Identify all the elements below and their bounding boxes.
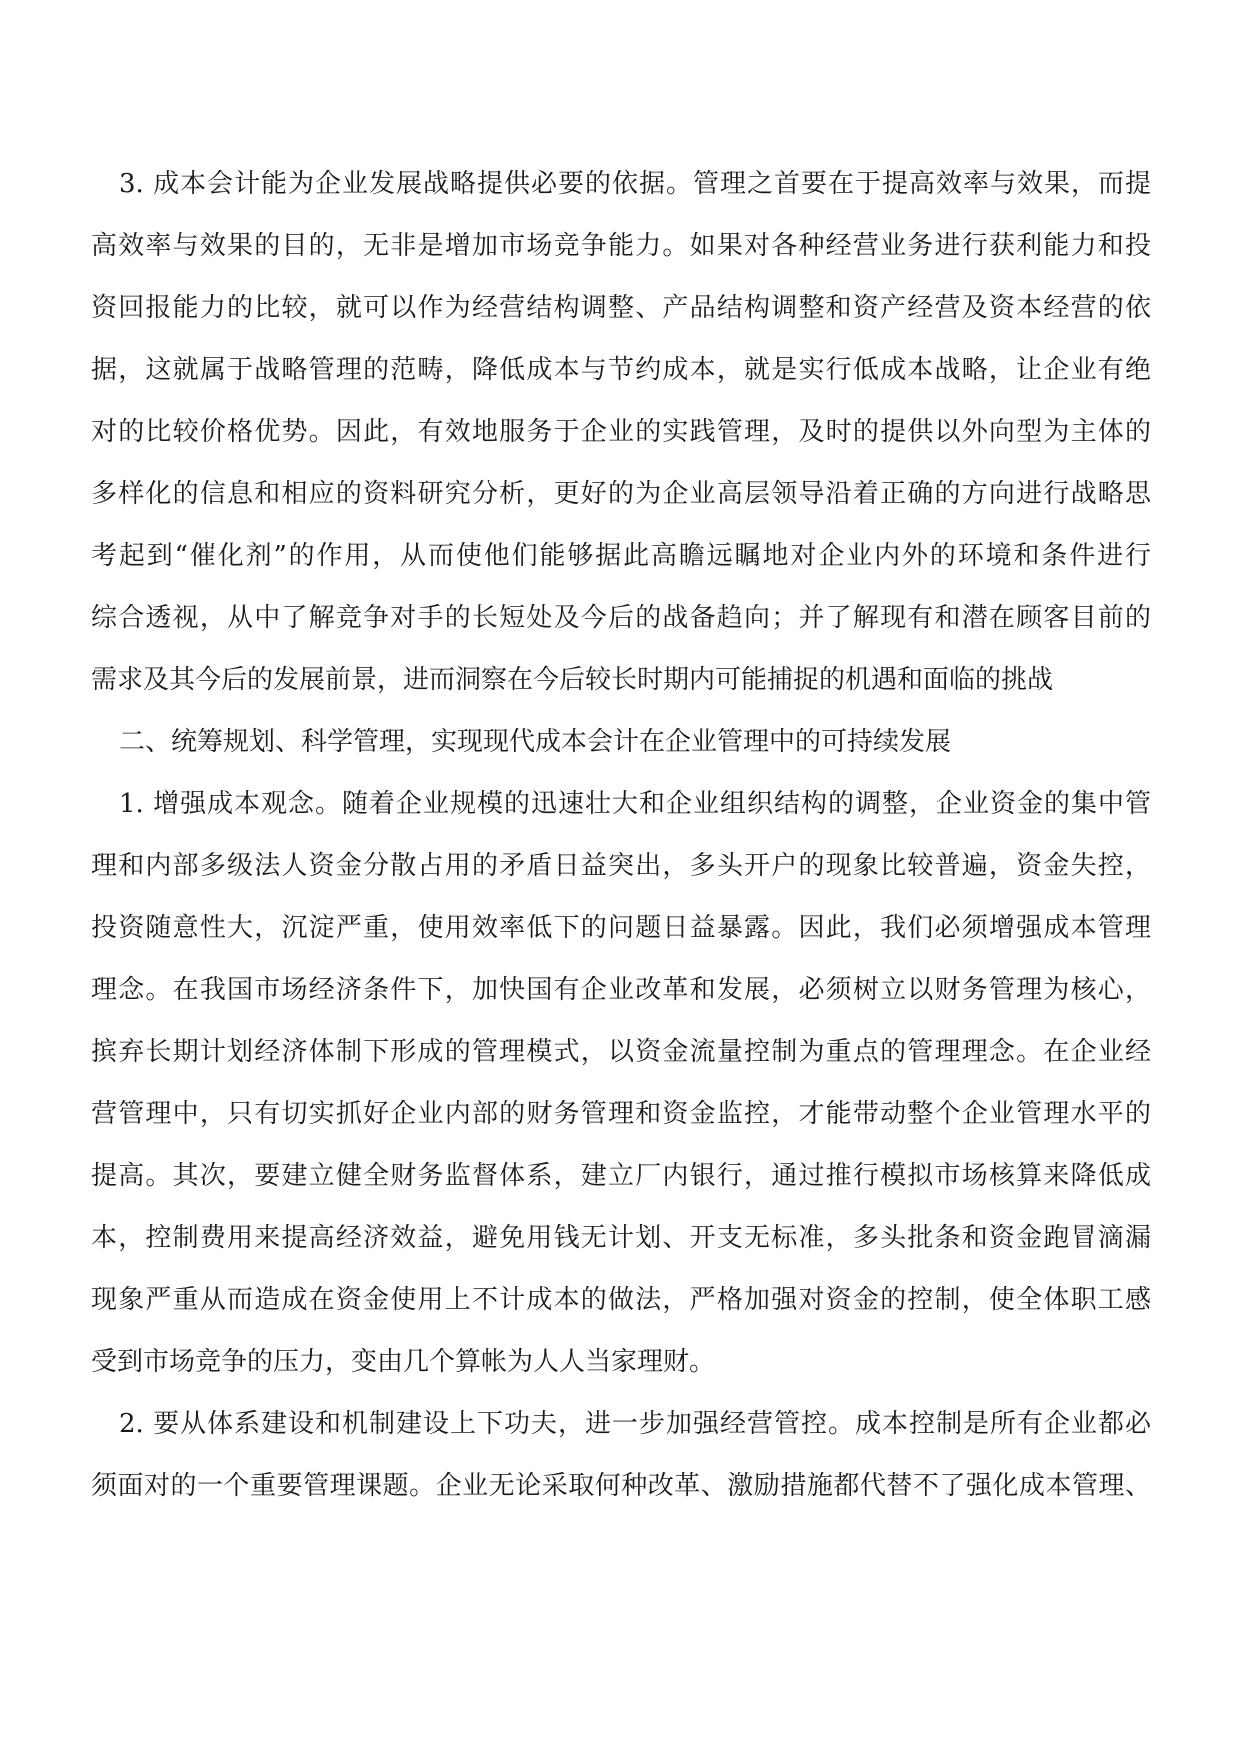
text-line: 需求及其今后的发展前景，进而洞察在今后较长时期内可能捕捉的机遇和面临的挑战 bbox=[91, 665, 1054, 695]
text-line: 投资随意性大，沉淀严重，使用效率低下的问题日益暴露。因此，我们必须增强成本管理 bbox=[91, 913, 1151, 943]
text-line: 受到市场竞争的压力，变由几个算帐为人人当家理财。 bbox=[91, 1347, 716, 1377]
text-line: 二、统筹规划、科学管理，实现现代成本会计在企业管理中的可持续发展 bbox=[119, 727, 952, 757]
text-line: 本，控制费用来提高经济效益，避免用钱无计划、开支无标准，多头批条和资金跑冒滴漏 bbox=[91, 1223, 1151, 1253]
text-line: 多样化的信息和相应的资料研究分析，更好的为企业高层领导沿着正确的方向进行战略思 bbox=[91, 479, 1151, 509]
text-line: 理和内部多级法人资金分散占用的矛盾日益突出，多头开户的现象比较普遍，资金失控， bbox=[91, 851, 1151, 881]
text-line: 考起到“催化剂”的作用，从而使他们能够据此高瞻远瞩地对企业内外的环境和条件进行 bbox=[91, 541, 1151, 571]
text-line: 2. 要从体系建设和机制建设上下功夫，进一步加强经营管控。成本控制是所有企业都必 bbox=[119, 1409, 1151, 1439]
paragraph bbox=[91, 153, 1151, 711]
text-line: 摈弃长期计划经济体制下形成的管理模式，以资金流量控制为重点的管理理念。在企业经 bbox=[91, 1037, 1151, 1067]
text-line: 营管理中，只有切实抓好企业内部的财务管理和资金监控，才能带动整个企业管理水平的 bbox=[91, 1099, 1151, 1129]
paragraph bbox=[91, 1393, 1151, 1517]
document-page bbox=[91, 153, 1151, 1517]
text-line: 对的比较价格优势。因此，有效地服务于企业的实践管理，及时的提供以外向型为主体的 bbox=[91, 417, 1151, 447]
text-line: 据，这就属于战略管理的范畴，降低成本与节约成本，就是实行低成本战略，让企业有绝 bbox=[91, 355, 1151, 385]
text-line: 理念。在我国市场经济条件下，加快国有企业改革和发展，必须树立以财务管理为核心， bbox=[91, 975, 1151, 1005]
text-line: 高效率与效果的目的，无非是增加市场竞争能力。如果对各种经营业务进行获利能力和投 bbox=[91, 231, 1151, 261]
section-heading bbox=[91, 711, 1151, 773]
body-text bbox=[91, 153, 1151, 1517]
text-line: 1. 增强成本观念。随着企业规模的迅速壮大和企业组织结构的调整，企业资金的集中管 bbox=[119, 789, 1151, 819]
text-line: 3. 成本会计能为企业发展战略提供必要的依据。管理之首要在于提高效率与效果，而提 bbox=[119, 169, 1151, 199]
text-line: 综合透视，从中了解竞争对手的长短处及今后的战备趋向；并了解现有和潜在顾客目前的 bbox=[91, 603, 1151, 633]
paragraph bbox=[91, 773, 1151, 1393]
text-line: 提高。其次，要建立健全财务监督体系，建立厂内银行，通过推行模拟市场核算来降低成 bbox=[91, 1161, 1151, 1191]
text-line: 须面对的一个重要管理课题。企业无论采取何种改革、激励措施都代替不了强化成本管理、 bbox=[91, 1471, 1151, 1501]
text-line: 现象严重从而造成在资金使用上不计成本的做法，严格加强对资金的控制，使全体职工感 bbox=[91, 1285, 1151, 1315]
text-line: 资回报能力的比较，就可以作为经营结构调整、产品结构调整和资产经营及资本经营的依 bbox=[91, 293, 1151, 323]
